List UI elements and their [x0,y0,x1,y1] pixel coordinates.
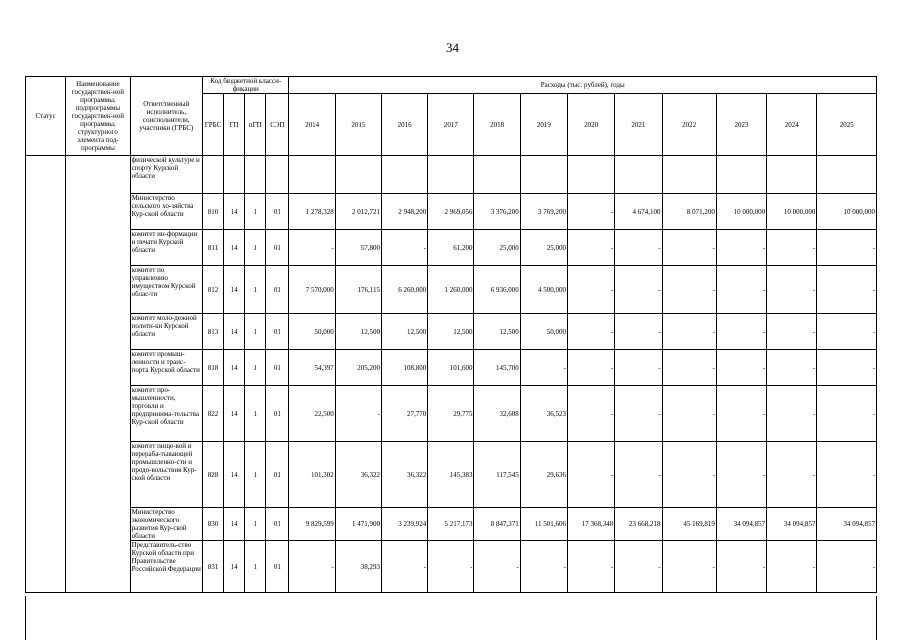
code-cell: 14 [224,442,245,508]
value-cell: - [615,541,662,593]
value-cell: - [817,350,877,386]
header-code-col: ГП [224,94,245,156]
table-row [26,386,877,442]
value-cell: 8 071,200 [662,194,716,230]
value-cell: 108,800 [381,350,427,386]
value-cell: - [662,386,716,442]
value-cell: - [767,266,817,314]
value-cell [289,156,335,194]
code-cell [224,156,245,194]
value-cell: 8 847,371 [474,508,520,541]
header-year: 2023 [716,94,766,156]
executor-cell: Министерство экономического развития Кур-ской области [130,508,202,541]
value-cell: - [716,442,766,508]
value-cell: 29,636 [520,442,567,508]
value-cell: 50,000 [520,314,567,350]
code-cell: 1 [245,266,266,314]
value-cell: 12,500 [474,314,520,350]
code-cell: 14 [224,230,245,266]
value-cell: 205,200 [335,350,381,386]
value-cell: - [716,314,766,350]
value-cell: 10 000,000 [767,194,817,230]
header-year: 2014 [289,94,335,156]
table-row [26,194,877,230]
value-cell [716,156,766,194]
header-year: 2015 [335,94,381,156]
header-year: 2020 [568,94,615,156]
value-cell: 2 969,056 [428,194,474,230]
value-cell: 176,115 [335,266,381,314]
value-cell: 57,800 [335,230,381,266]
value-cell: 5 217,173 [428,508,474,541]
value-cell: - [662,350,716,386]
value-cell: 4 500,000 [520,266,567,314]
header-code-col: СЭП [266,94,289,156]
value-cell: - [767,350,817,386]
value-cell: 3 769,200 [520,194,567,230]
value-cell: 1 278,328 [289,194,335,230]
value-cell: 32,608 [474,386,520,442]
header-code-col: ГРБС [202,94,223,156]
code-cell: 01 [266,442,289,508]
value-cell: - [568,350,615,386]
code-cell: 14 [224,350,245,386]
value-cell: - [662,541,716,593]
table-row [26,230,877,266]
header-executor: Ответственный исполнитель, соисполнители, участники (ГРБС) [130,77,202,156]
page-number: 34 [446,40,459,55]
value-cell: - [520,350,567,386]
executor-cell: физической культуре и спорту Курской области [130,156,202,194]
value-cell [662,156,716,194]
code-cell: 14 [224,508,245,541]
value-cell: 10 000,000 [817,194,877,230]
value-cell: 2 012,721 [335,194,381,230]
code-cell: 1 [245,194,266,230]
code-cell: 01 [266,230,289,266]
code-cell: 831 [202,541,223,593]
value-cell: 10 000,000 [716,194,766,230]
code-cell: 14 [224,314,245,350]
executor-cell: Представитель-ство Курской области при Правительстве Российской Федерации [130,541,202,593]
value-cell: - [662,266,716,314]
code-cell: 01 [266,266,289,314]
value-cell [615,156,662,194]
code-cell: 01 [266,386,289,442]
code-cell [266,156,289,194]
value-cell: 9 829,599 [289,508,335,541]
value-cell [474,156,520,194]
table-row [26,508,877,541]
code-cell: 1 [245,541,266,593]
value-cell: 2 948,200 [381,194,427,230]
value-cell: - [817,230,877,266]
table-row [26,442,877,508]
header-budget-code: Код бюджетной класси-фикации [202,77,289,94]
value-cell: - [474,541,520,593]
code-cell: 810 [202,194,223,230]
executor-cell: комитет по управлению имуществом Курской облас-ти [130,266,202,314]
value-cell: 34 094,857 [767,508,817,541]
header-year: 2021 [615,94,662,156]
value-cell: 36,322 [335,442,381,508]
code-cell: 1 [245,350,266,386]
value-cell: 11 501,606 [520,508,567,541]
value-cell: 4 674,100 [615,194,662,230]
value-cell: - [568,314,615,350]
table-row [26,156,877,194]
code-cell: 14 [224,194,245,230]
executor-cell: Министерство сельского хо-зяйства Кур-ской области [130,194,202,230]
code-cell: 822 [202,386,223,442]
code-cell: 811 [202,230,223,266]
value-cell: 34 094,857 [817,508,877,541]
value-cell: 145,383 [428,442,474,508]
value-cell: 3 239,924 [381,508,427,541]
value-cell: - [716,230,766,266]
code-cell: 01 [266,314,289,350]
executor-cell: комитет моло-дежной полити-ки Курской области [130,314,202,350]
value-cell: - [767,314,817,350]
value-cell: - [716,350,766,386]
value-cell: 25,000 [520,230,567,266]
value-cell: - [428,541,474,593]
value-cell: 54,397 [289,350,335,386]
value-cell: 23 668,218 [615,508,662,541]
header-year: 2022 [662,94,716,156]
value-cell: - [568,541,615,593]
table-row [26,350,877,386]
code-cell: 812 [202,266,223,314]
header-year: 2025 [817,94,877,156]
value-cell: 27,770 [381,386,427,442]
value-cell: 1 471,900 [335,508,381,541]
code-cell: 1 [245,230,266,266]
value-cell: 12,500 [381,314,427,350]
value-cell: 12,500 [335,314,381,350]
executor-cell: комитет пище-вой и перераба-тывающей промышленно-сти и продо-вольствия Кур-ской области [130,442,202,508]
code-cell: 1 [245,314,266,350]
value-cell: 101,302 [289,442,335,508]
value-cell: - [662,314,716,350]
value-cell [568,156,615,194]
value-cell [520,156,567,194]
code-cell: 813 [202,314,223,350]
value-cell: 22,500 [289,386,335,442]
value-cell [767,156,817,194]
code-cell: 01 [266,194,289,230]
value-cell: 1 260,000 [428,266,474,314]
value-cell: - [335,386,381,442]
value-cell: - [662,230,716,266]
value-cell: - [716,386,766,442]
header-status: Статус [26,77,66,156]
value-cell [335,156,381,194]
table-row [26,314,877,350]
header-code-col: пГП [245,94,266,156]
value-cell: - [716,266,766,314]
code-cell: 01 [266,508,289,541]
code-cell: 01 [266,541,289,593]
value-cell: - [568,442,615,508]
value-cell: 34 094,857 [716,508,766,541]
value-cell: - [568,194,615,230]
value-cell: 6 260,000 [381,266,427,314]
value-cell: - [817,442,877,508]
value-cell: 17 368,348 [568,508,615,541]
code-cell: 01 [266,350,289,386]
code-cell: 1 [245,442,266,508]
value-cell: - [817,266,877,314]
code-cell: 1 [245,386,266,442]
table-row [26,266,877,314]
value-cell: 36,322 [381,442,427,508]
executor-cell: комитет ин-формации и печати Курской области [130,230,202,266]
value-cell [817,156,877,194]
value-cell: - [568,266,615,314]
value-cell: - [716,541,766,593]
code-cell: 818 [202,350,223,386]
value-cell: - [662,442,716,508]
value-cell: 45 169,819 [662,508,716,541]
value-cell: - [615,442,662,508]
value-cell [381,156,427,194]
budget-table [25,76,877,593]
header-year: 2019 [520,94,567,156]
value-cell: - [817,386,877,442]
value-cell: - [615,230,662,266]
executor-cell: комитет про-мышленности, торговли и предпринима-тельства Кур-ской области [130,386,202,442]
value-cell: - [615,314,662,350]
value-cell: 29,775 [428,386,474,442]
code-cell: 1 [245,508,266,541]
value-cell: 61,200 [428,230,474,266]
header-year: 2024 [767,94,817,156]
value-cell: 38,293 [335,541,381,593]
code-cell: 830 [202,508,223,541]
value-cell: - [615,266,662,314]
continuation-line-right [876,596,877,640]
code-cell [245,156,266,194]
value-cell: - [767,442,817,508]
value-cell: - [520,541,567,593]
value-cell: 117,545 [474,442,520,508]
continuation-line-left [25,596,26,640]
value-cell: - [568,386,615,442]
executor-cell: комитет промыш-ленности и транс-порта Курской области [130,350,202,386]
value-cell [428,156,474,194]
value-cell: - [817,314,877,350]
code-cell: 14 [224,386,245,442]
program-name-cell [66,156,130,593]
value-cell: 25,000 [474,230,520,266]
code-cell [202,156,223,194]
value-cell: - [289,541,335,593]
value-cell: - [767,541,817,593]
value-cell: - [817,541,877,593]
header-year: 2017 [428,94,474,156]
value-cell: 145,700 [474,350,520,386]
code-cell: 828 [202,442,223,508]
value-cell: 6 936,000 [474,266,520,314]
value-cell: - [289,230,335,266]
value-cell: - [381,541,427,593]
value-cell: 12,500 [428,314,474,350]
value-cell: - [767,230,817,266]
value-cell: 50,000 [289,314,335,350]
value-cell: - [615,350,662,386]
value-cell: - [568,230,615,266]
value-cell: - [767,386,817,442]
value-cell: 101,600 [428,350,474,386]
header-program-name: Наименование государствен-ной программы, подпрограммы государствен-ной программы, структурного элемента под-программы [66,77,130,156]
value-cell: 7 570,000 [289,266,335,314]
value-cell: - [381,230,427,266]
header-year: 2018 [474,94,520,156]
header-year: 2016 [381,94,427,156]
value-cell: 36,523 [520,386,567,442]
status-cell [26,156,66,593]
table-row [26,541,877,593]
code-cell: 14 [224,541,245,593]
code-cell: 14 [224,266,245,314]
value-cell: - [615,386,662,442]
value-cell: 3 376,200 [474,194,520,230]
header-expenses: Расходы (тыс. рублей), годы [289,77,877,94]
